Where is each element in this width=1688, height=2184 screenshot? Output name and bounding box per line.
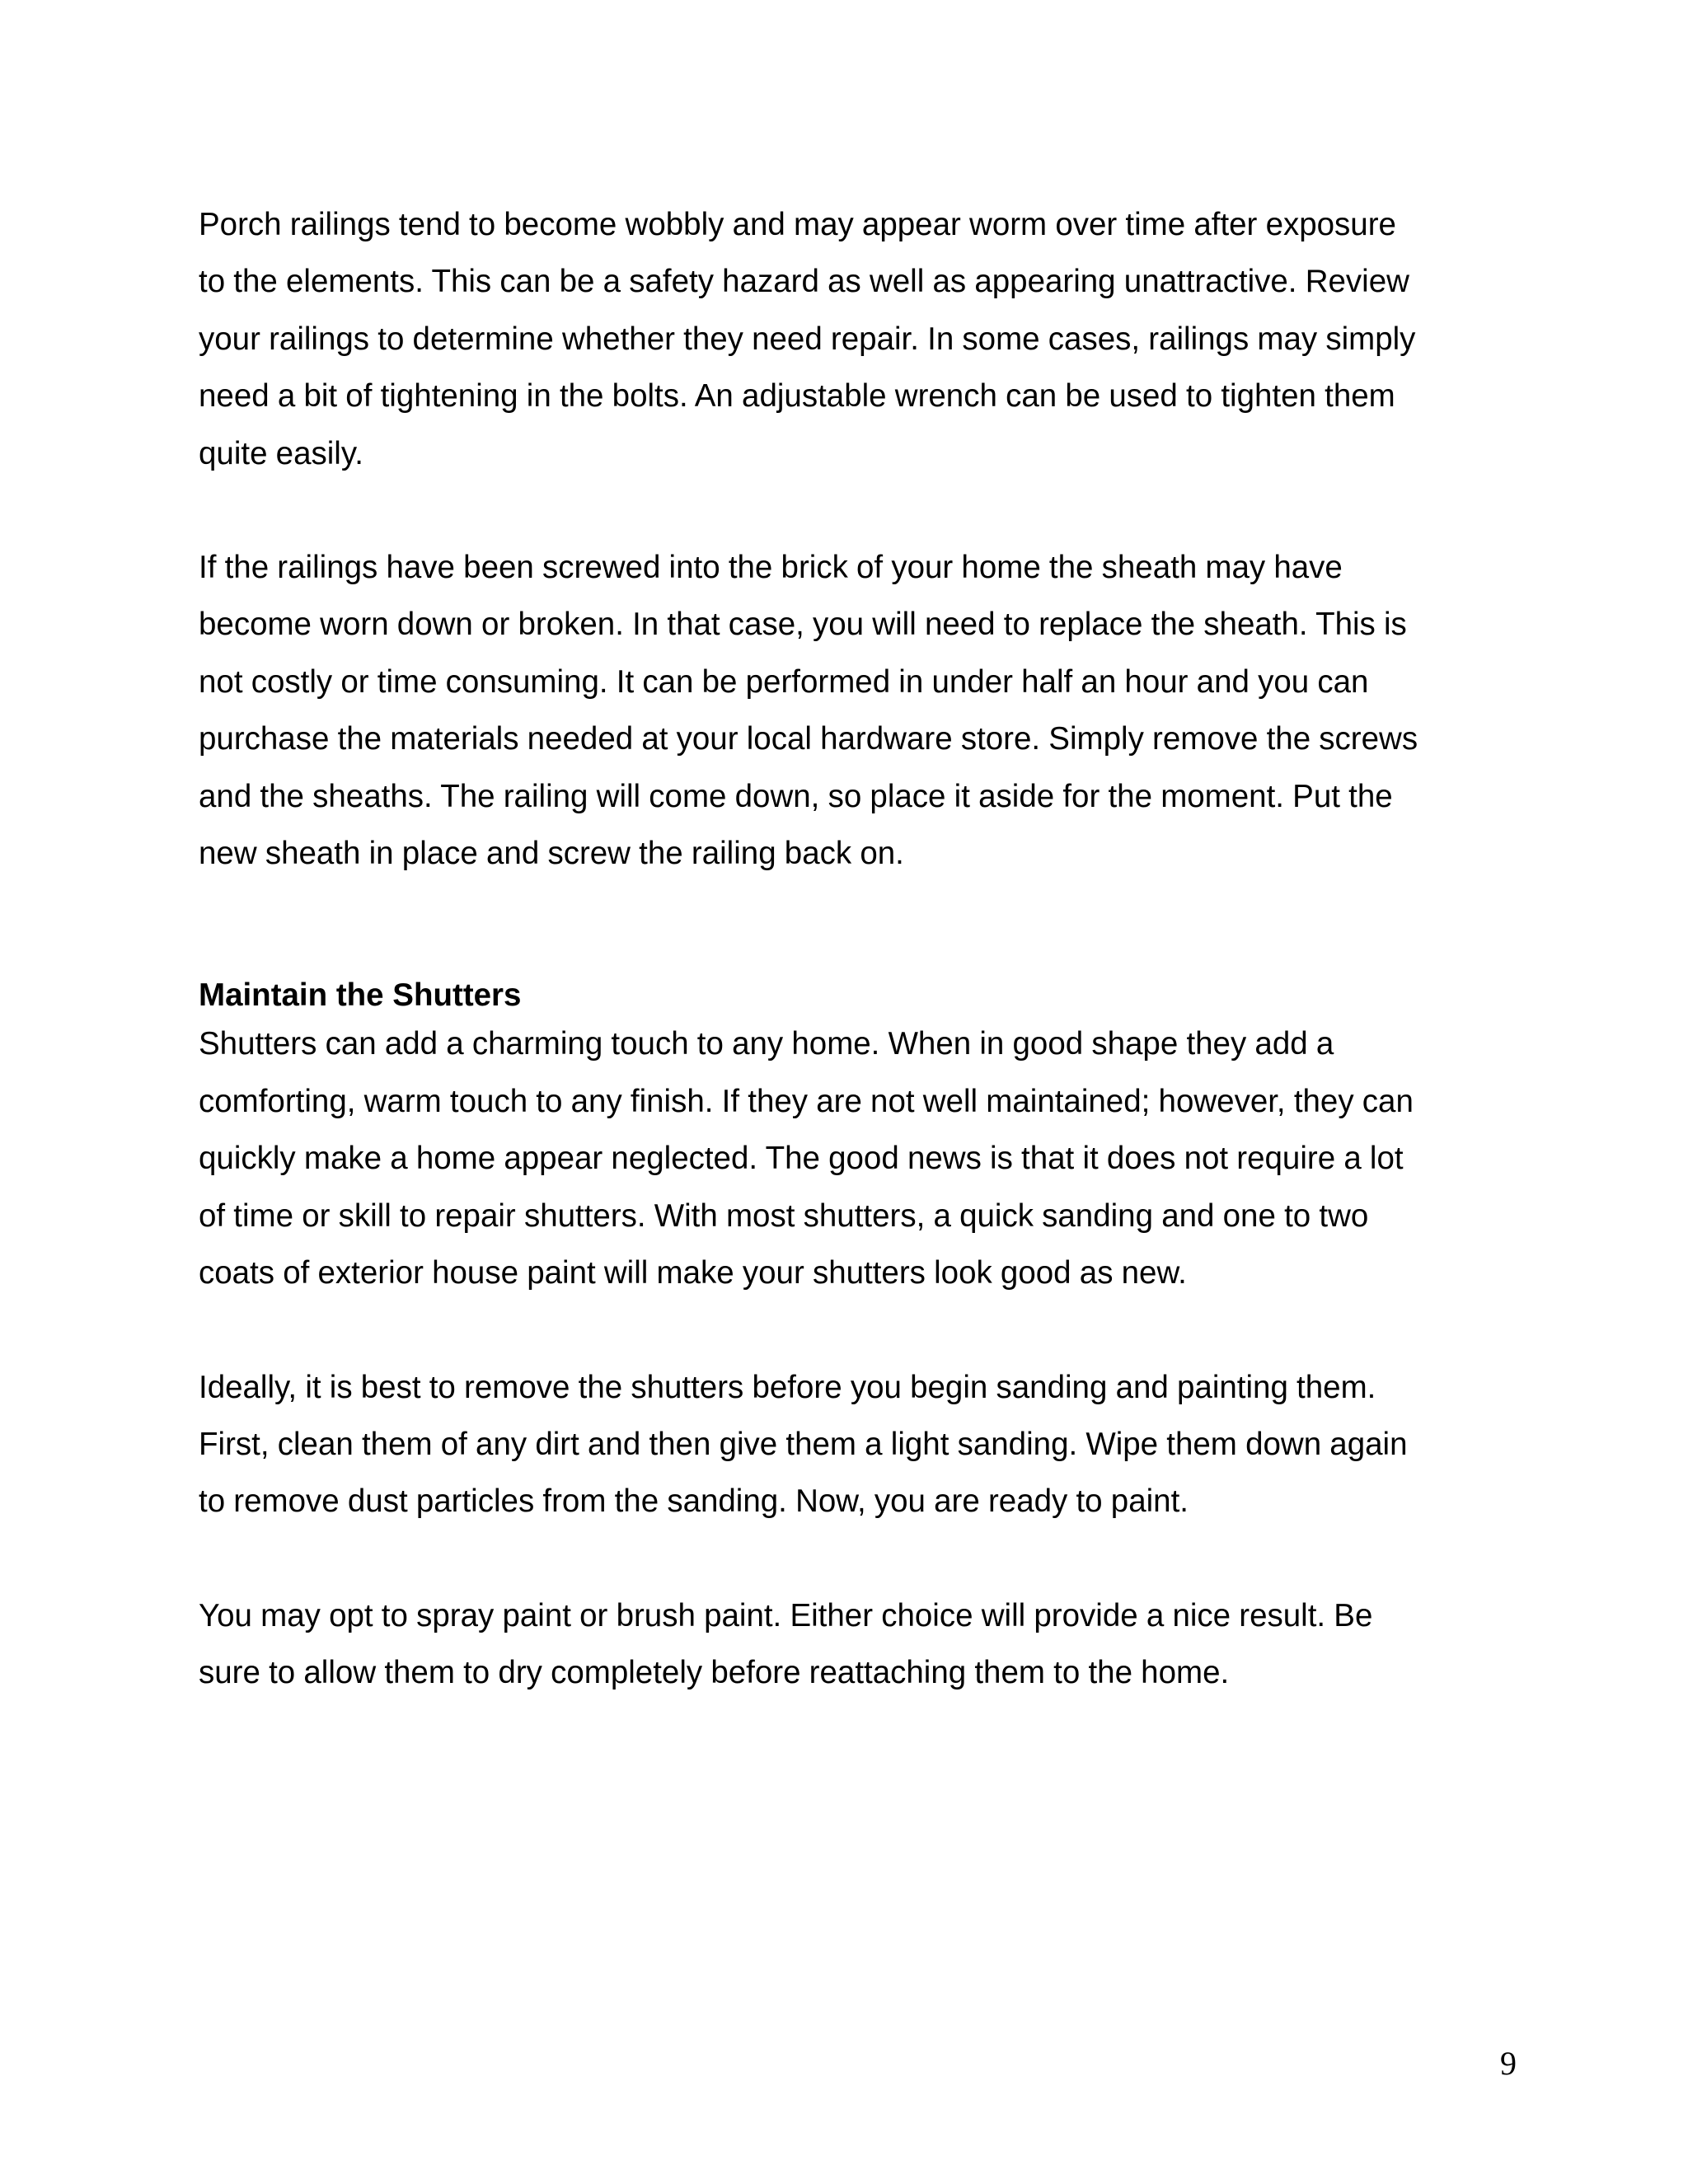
paragraph-shutters-preparation: Ideally, it is best to remove the shutters before you begin sanding and painting them. First, clean them of any dirt and then give them a light sanding. Wipe them down again to remove dust particles from the sanding. Now, you are ready to paint.	[199, 1369, 1408, 1520]
paragraph-shutters-painting: You may opt to spray paint or brush paint. Either choice will provide a nice result. Be sure to allow them to dry completely before reattaching them to the home.	[199, 1597, 1373, 1691]
paragraph-porch-railings: Porch railings tend to become wobbly and may appear worm over time after exposure to the elements. This can be a safety hazard as well as appearing unattractive. Review your railings to determine whether they need repair. In some cases, railings may simply need a bit of tightening in the bolts. An adjustable wrench can be used to tighten them quite easily.	[199, 207, 1416, 471]
paragraph-shutters-intro: Shutters can add a charming touch to any home. When in good shape they add a comforting, warm touch to any finish. If they are not well maintained; however, they can quickly make a home appear neglected. The good news is that it does not require a lot of time or skill to repair shutters. With most shutters, a quick sanding and one to two coats of exterior house paint will make your shutters look good as new.	[199, 1026, 1414, 1291]
section-heading: Maintain the Shutters	[199, 977, 522, 1014]
page-number: 9	[1500, 2045, 1517, 2082]
paragraph-railing-sheath: If the railings have been screwed into the brick of your home the sheath may have become worn down or broken. In that case, you will need to replace the sheath. This is not costly or time consuming. It can be performed in under half an hour and you can purchase the materials needed at your local hardware store. Simply remove the screws and the sheaths. The railing will come down, so place it aside for the moment. Put the new sheath in place and screw the railing back on.	[199, 550, 1418, 872]
document-body	[199, 196, 1517, 1702]
